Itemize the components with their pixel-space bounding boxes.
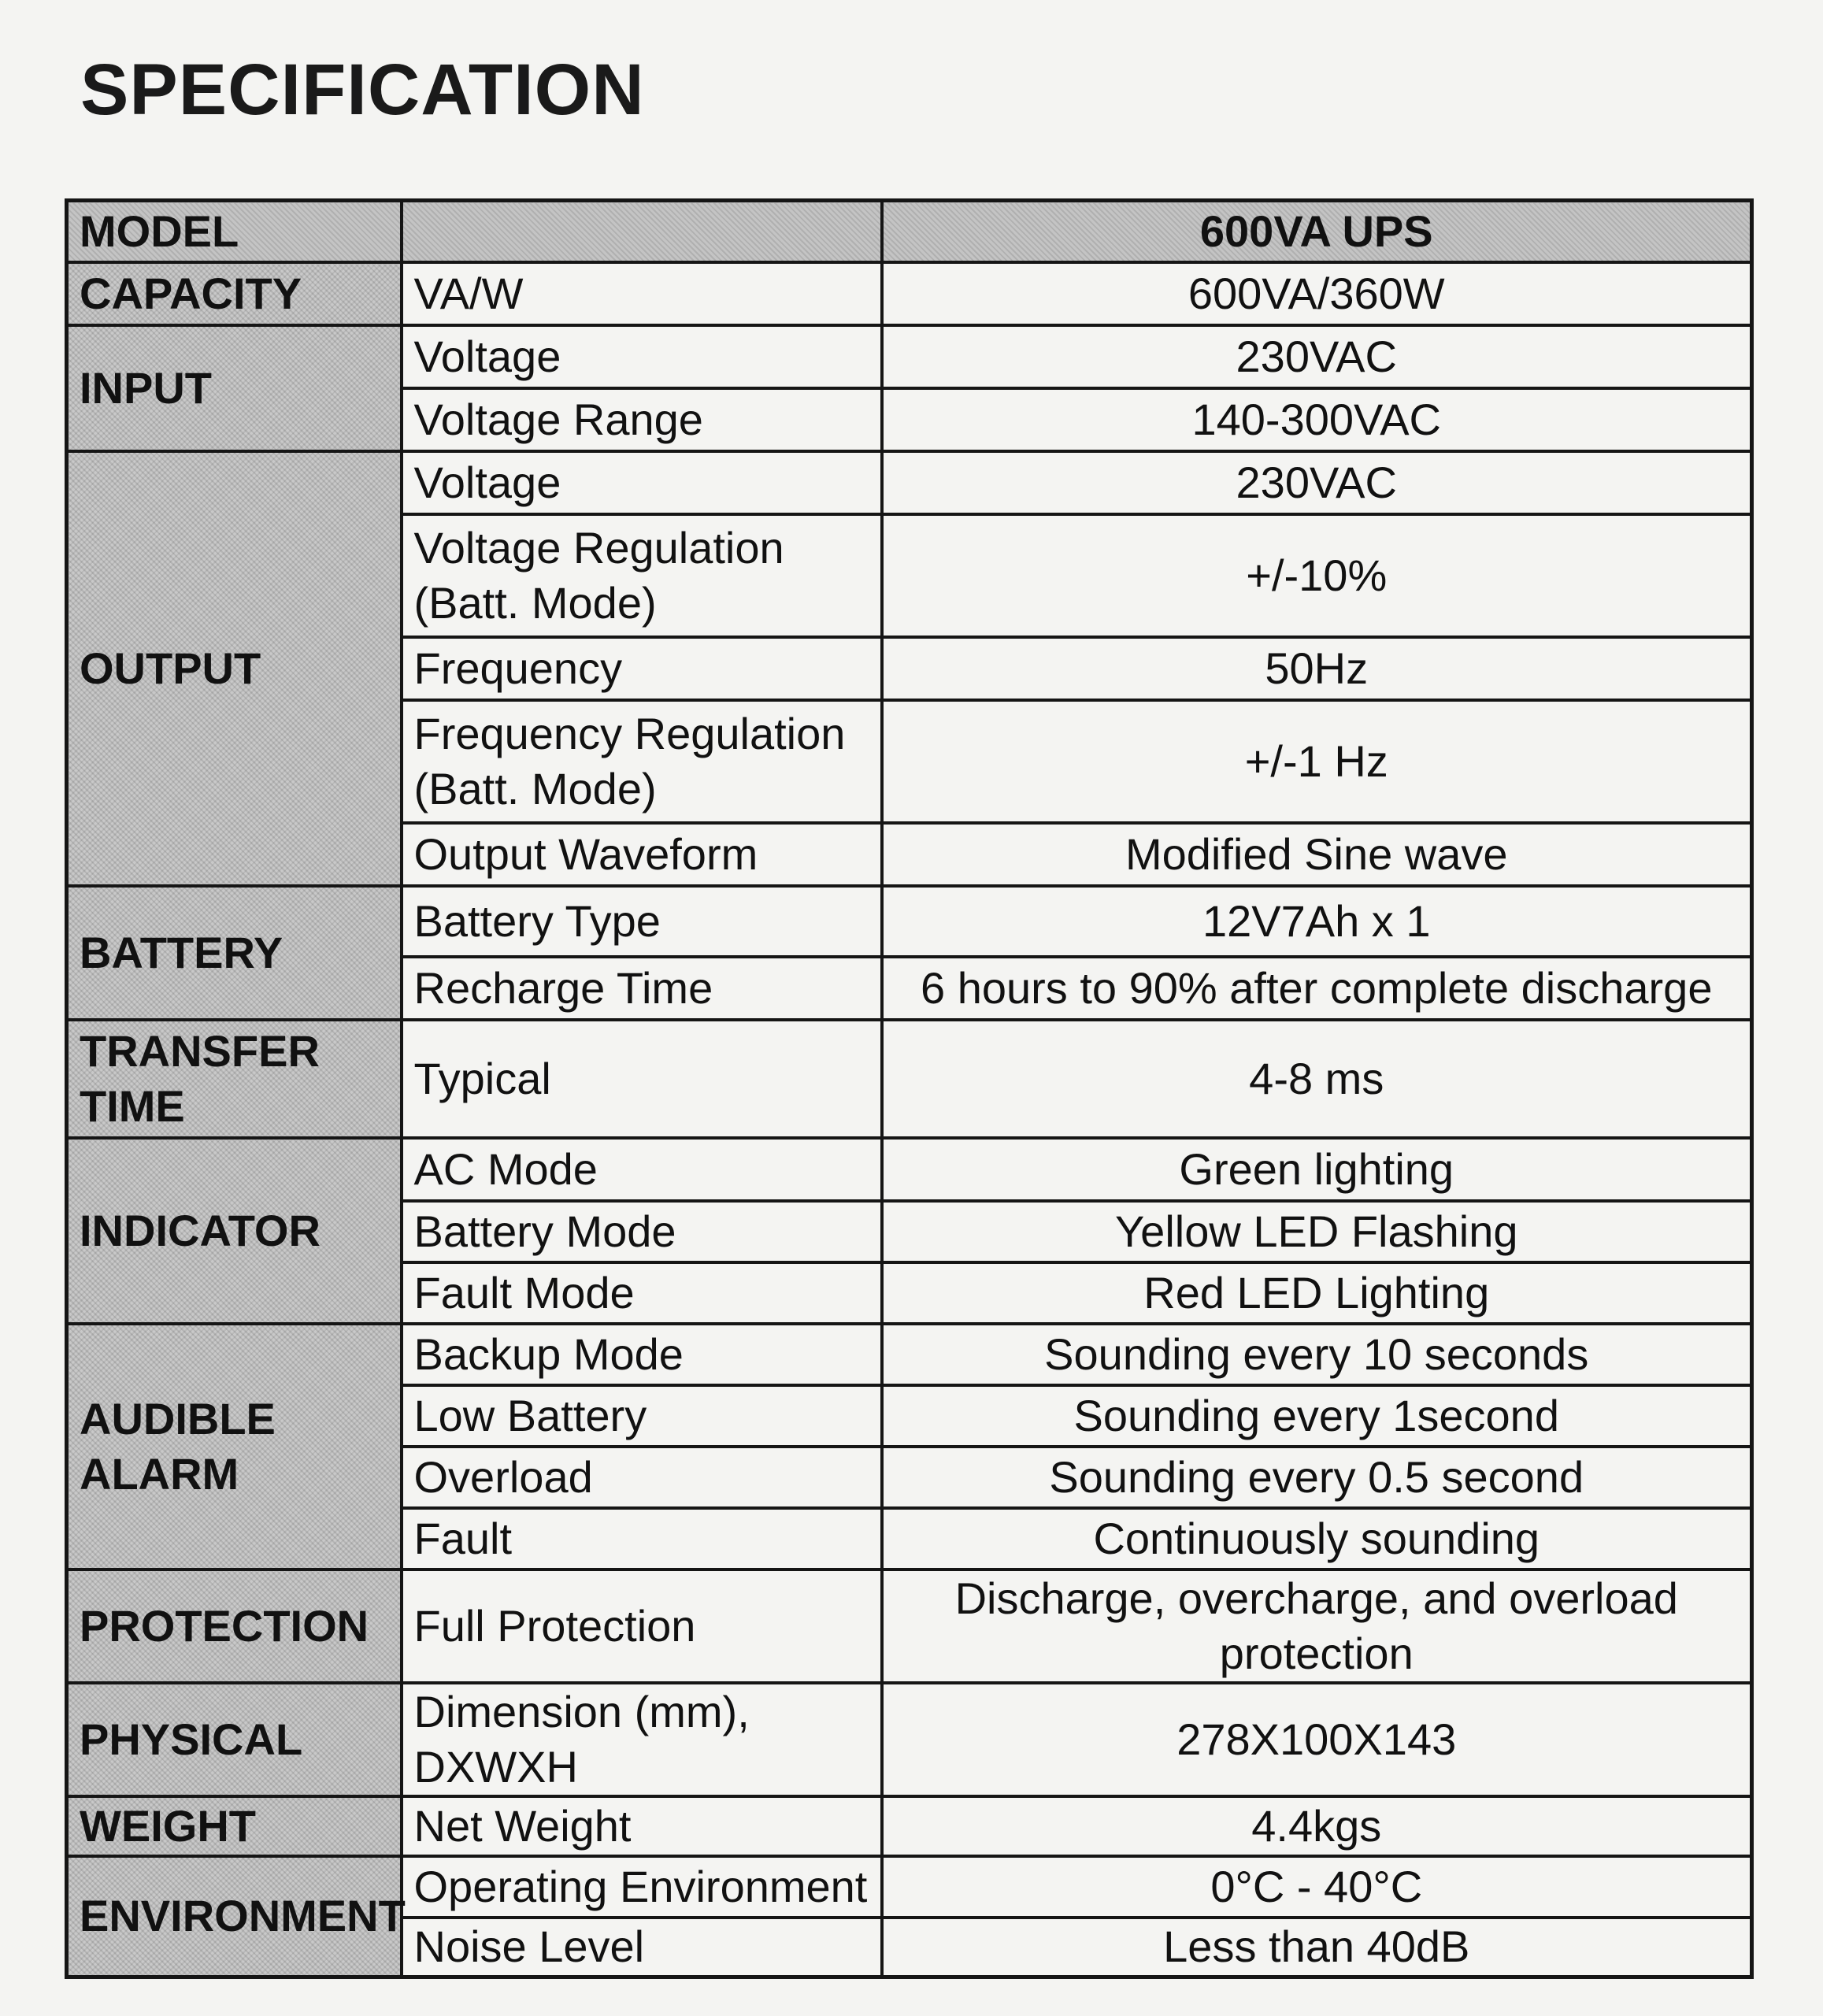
table-row [67,1138,1752,1201]
category-protection: PROTECTION [67,1569,402,1683]
value-cell: 600VA/360W [882,262,1752,325]
model-label: MODEL [67,201,402,262]
value-cell: 50Hz [882,637,1752,700]
param-cell: Fault Mode [402,1262,882,1324]
table-row [67,325,1752,388]
category-physical: PHYSICAL [67,1683,402,1796]
param-cell: Battery Mode [402,1201,882,1262]
param-cell: Frequency Regulation (Batt. Mode) [402,700,882,823]
param-cell: Dimension (mm), DXWXH [402,1683,882,1796]
param-cell: Typical [402,1020,882,1138]
param-cell: AC Mode [402,1138,882,1201]
category-capacity: CAPACITY [67,262,402,325]
model-param [402,201,882,262]
param-cell: Voltage Range [402,388,882,451]
value-cell: 140-300VAC [882,388,1752,451]
category-indicator: INDICATOR [67,1138,402,1324]
specification-table [65,198,1754,1979]
value-cell: 0°C - 40°C [882,1856,1752,1918]
value-cell: Green lighting [882,1138,1752,1201]
category-transfer-time: TRANSFER TIME [67,1020,402,1138]
param-cell: Fault [402,1508,882,1569]
param-cell: Voltage Regulation (Batt. Mode) [402,514,882,637]
param-cell: Net Weight [402,1796,882,1856]
value-cell: Sounding every 0.5 second [882,1447,1752,1508]
param-cell: Voltage [402,325,882,388]
model-value: 600VA UPS [882,201,1752,262]
value-cell: Yellow LED Flashing [882,1201,1752,1262]
value-cell: Discharge, overcharge, and overload protection [882,1569,1752,1683]
value-cell: +/-1 Hz [882,700,1752,823]
param-cell: Full Protection [402,1569,882,1683]
table-row [67,1020,1752,1138]
param-cell: Frequency [402,637,882,700]
table-row [67,1324,1752,1385]
category-input: INPUT [67,325,402,451]
table-row [67,1796,1752,1856]
param-cell: Noise Level [402,1918,882,1977]
value-cell: 230VAC [882,451,1752,514]
table-row [67,1683,1752,1796]
param-cell: Output Waveform [402,823,882,886]
table-row [67,262,1752,325]
value-cell: 4-8 ms [882,1020,1752,1138]
category-weight: WEIGHT [67,1796,402,1856]
value-cell: Continuously sounding [882,1508,1752,1569]
value-cell: Sounding every 1second [882,1385,1752,1447]
param-cell: Voltage [402,451,882,514]
param-cell: Low Battery [402,1385,882,1447]
value-cell: Less than 40dB [882,1918,1752,1977]
param-cell: VA/W [402,262,882,325]
table-header-row [67,201,1752,262]
param-cell: Battery Type [402,886,882,957]
value-cell: 6 hours to 90% after complete discharge [882,957,1752,1020]
category-battery: BATTERY [67,886,402,1020]
page-title: SPECIFICATION [80,50,645,130]
value-cell: +/-10% [882,514,1752,637]
value-cell: 4.4kgs [882,1796,1752,1856]
category-audible-alarm: AUDIBLE ALARM [67,1324,402,1569]
value-cell: 230VAC [882,325,1752,388]
table-row [67,1856,1752,1918]
value-cell: 278X100X143 [882,1683,1752,1796]
category-environment: ENVIRONMENT [67,1856,402,1977]
table-row [67,1569,1752,1683]
param-cell: Operating Environment [402,1856,882,1918]
param-cell: Recharge Time [402,957,882,1020]
value-cell: Red LED Lighting [882,1262,1752,1324]
value-cell: Modified Sine wave [882,823,1752,886]
table-row [67,451,1752,514]
param-cell: Overload [402,1447,882,1508]
value-cell: 12V7Ah x 1 [882,886,1752,957]
value-cell: Sounding every 10 seconds [882,1324,1752,1385]
category-output: OUTPUT [67,451,402,886]
param-cell: Backup Mode [402,1324,882,1385]
table-row [67,886,1752,957]
